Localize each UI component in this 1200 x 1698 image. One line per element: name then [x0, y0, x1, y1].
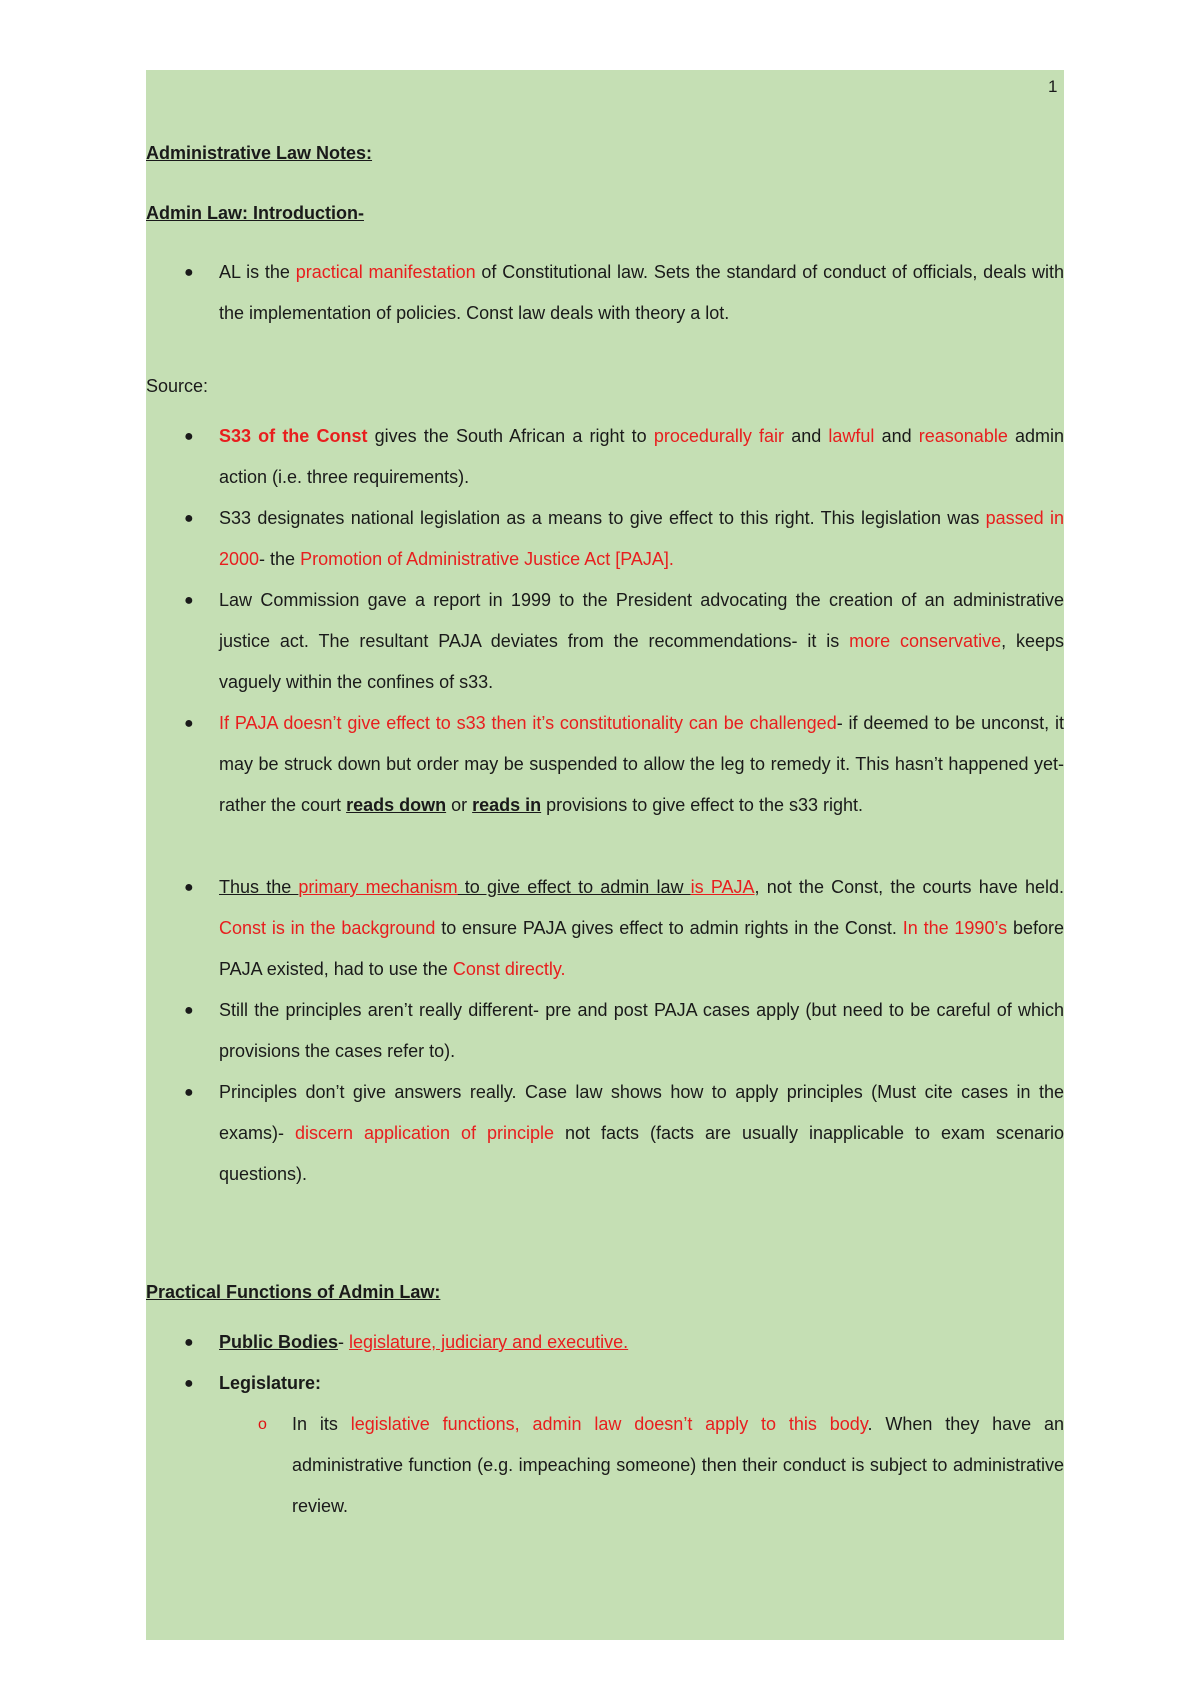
page-number: 1 — [1048, 77, 1058, 96]
underlined-text: to give effect to admin law — [457, 877, 691, 897]
text: or — [446, 795, 473, 815]
list-item — [146, 1363, 1064, 1404]
text: provisions to give effect to the s33 right. — [541, 795, 864, 815]
text: Principles don’t give answers really. Case law shows how to apply principles (Must cite cases in the exams)- — [219, 1082, 1064, 1143]
functions-list — [146, 1322, 1064, 1527]
highlight-text: legislative functions, admin law doesn’t apply to this body — [350, 1414, 868, 1434]
text: - the — [259, 549, 301, 569]
text: Law Commission gave a report in 1999 to the President advocating the creation of an administrative justice act. The resultant PAJA deviates from the recommendations- it is — [219, 590, 1064, 651]
highlight-text: lawful — [828, 426, 875, 446]
list-item — [146, 580, 1064, 703]
bullet-dot-icon: ● — [184, 879, 194, 896]
list-item — [146, 416, 1064, 498]
text: , keeps vaguely within the confines of s33. — [219, 631, 1064, 692]
text: Still the principles aren’t really different- pre and post PAJA cases apply (but need to be careful of which provisions the cases refer to). — [219, 1000, 1064, 1061]
highlight-text: reasonable — [918, 426, 1008, 446]
bullet-dot-icon: ● — [184, 428, 194, 445]
text: AL is the — [219, 262, 296, 282]
highlight-text: primary mechanism — [298, 877, 458, 897]
highlight-text: discern application of principle — [294, 1123, 555, 1143]
bullet-dot-icon: ● — [184, 1375, 194, 1392]
bullet-dot-icon: ● — [184, 1334, 194, 1351]
text: - — [338, 1332, 350, 1352]
circle-o-icon: o — [258, 1416, 267, 1433]
intro-list — [146, 252, 1064, 334]
highlight-text: S33 of the Const — [219, 426, 368, 446]
highlight-text: In the 1990’s — [902, 918, 1008, 938]
list-item — [146, 1322, 1064, 1363]
list-item — [146, 1072, 1064, 1195]
bullet-dot-icon: ● — [184, 264, 194, 281]
highlight-text: procedurally fair — [653, 426, 785, 446]
emphasis-text: reads down — [346, 795, 447, 815]
list-item — [146, 1404, 1064, 1527]
emphasis-text: Public Bodies — [219, 1332, 339, 1352]
list-item — [146, 498, 1064, 580]
text: S33 designates national legislation as a means to give effect to this right. This legislation was — [219, 508, 986, 528]
highlight-text: Const directly. — [452, 959, 566, 979]
text: . When they have an administrative function (e.g. impeaching someone) then their conduct is subject to administrative review. — [292, 1414, 1065, 1516]
highlight-text: more conservative — [849, 631, 1002, 651]
text: gives the South African a right to — [367, 426, 654, 446]
text: - if deemed to be unconst, it may be struck down but order may be suspended to allow the leg to remedy it. This hasn’t happened yet- rather the court — [219, 713, 1064, 815]
bullet-dot-icon: ● — [184, 1002, 194, 1019]
bullet-dot-icon: ● — [184, 592, 194, 609]
highlight-text: If PAJA doesn’t give effect to s33 then it’s constitutionality can be challenged — [219, 713, 837, 733]
section-heading-intro: Admin Law: Introduction- — [146, 203, 364, 223]
section-heading-functions: Practical Functions of Admin Law: — [146, 1282, 441, 1302]
highlight-text: practical manifestation — [295, 262, 476, 282]
text: In its — [292, 1414, 351, 1434]
highlight-text: legislature, judiciary and executive. — [349, 1332, 629, 1352]
section-heading-source: Source: — [146, 376, 209, 396]
bullet-dot-icon: ● — [184, 510, 194, 527]
list-item — [146, 990, 1064, 1072]
source-list — [146, 416, 1064, 1195]
text: and — [784, 426, 829, 446]
list-item — [146, 867, 1064, 990]
text: , not the Const, the courts have held. — [754, 877, 1064, 897]
bullet-dot-icon: ● — [184, 1084, 194, 1101]
emphasis-text: reads in — [472, 795, 542, 815]
highlight-text: Const is in the background — [219, 918, 436, 938]
highlight-text: is PAJA — [690, 877, 755, 897]
text: to ensure PAJA gives effect to admin rights in the Const. — [435, 918, 903, 938]
text: admin action (i.e. three requirements). — [219, 426, 1065, 487]
text: and — [874, 426, 919, 446]
text: of Constitutional law. Sets the standard of conduct of officials, deals with the implementation of policies. Const law deals with theory a lot. — [219, 262, 1065, 323]
underlined-text: Thus the — [219, 877, 299, 897]
list-item — [146, 703, 1064, 826]
text: before PAJA existed, had to use the — [219, 918, 1064, 979]
text: not facts (facts are usually inapplicable to exam scenario questions). — [219, 1123, 1064, 1184]
highlight-text: passed in 2000 — [219, 508, 1064, 569]
highlight-text: Promotion of Administrative Justice Act [PAJA]. — [300, 549, 674, 569]
list-item — [146, 252, 1064, 334]
document-title: Administrative Law Notes: — [146, 143, 373, 163]
emphasis-text: Legislature: — [219, 1373, 322, 1393]
bullet-dot-icon: ● — [184, 715, 194, 732]
